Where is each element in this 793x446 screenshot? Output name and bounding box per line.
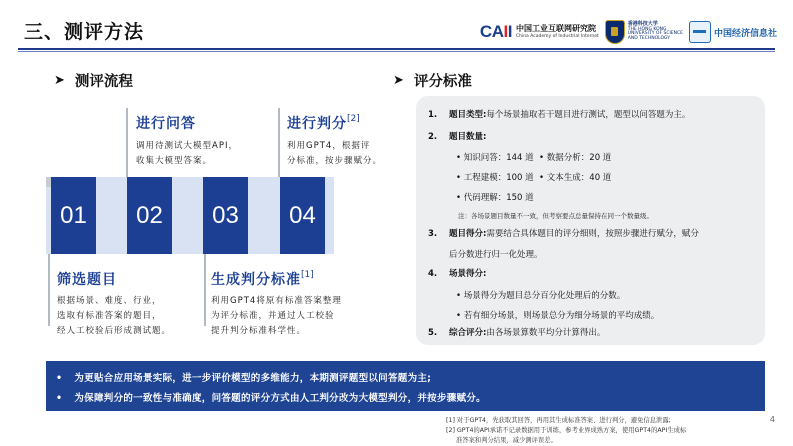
page-number: 4	[769, 415, 775, 424]
connector-line-04	[278, 108, 280, 177]
step-number-02: 02	[127, 177, 172, 254]
step-number-04: 04	[280, 177, 325, 254]
cait-name-cn: 中国工业互联网研究院	[515, 23, 596, 33]
step-title-04: 进行判分[2]	[287, 114, 360, 132]
connector-line-03	[204, 254, 206, 326]
title-underline	[18, 48, 775, 50]
banner-line-1: • 为更贴合应用场景实际，进一步评价模型的多维能力，本期测评题型以问答题为主;	[56, 373, 432, 384]
criteria-heading: ➤ 评分标准	[393, 73, 472, 90]
hkust-name-en-3: AND TECHNOLOGY	[627, 35, 671, 41]
connector-line-01	[48, 254, 50, 326]
hkust-seal-icon	[605, 20, 625, 44]
criterion-3-continued: 后分数进行归一化处理。	[449, 250, 543, 260]
citation-2: [2]	[347, 114, 360, 124]
logo-bar	[480, 18, 777, 46]
connector-line-02	[126, 108, 128, 177]
count-row-2: • 工程建模：100 道 • 文本生成：40 道	[456, 173, 612, 183]
step-desc-04: 利用GPT4，根据评 分标准，按步骤赋分。	[287, 141, 383, 166]
cait-mark: CAII	[479, 22, 512, 41]
step-desc-03: 利用GPT4将原有标准答案整理 为评分标准，并通过人工校验 提升判分标准科学性。	[211, 296, 342, 336]
count-row-3: • 代码理解：150 道	[456, 193, 534, 203]
citation-1: [1]	[301, 270, 314, 280]
scene-bullet-2: • 若有细分场景，则场景总分为细分场景的平均成绩。	[456, 311, 660, 321]
hkust-name-en-2: UNIVERSITY OF SCIENCE	[627, 31, 683, 37]
page-title: 三、测评方法	[24, 21, 145, 43]
cei-logo	[689, 21, 777, 43]
process-heading: ➤ 测评流程	[54, 73, 133, 90]
step-number-03: 03	[203, 177, 248, 254]
footnote-1: [1] 对于GPT4，先获取其回答，再用其生成标准答案、进行判分，避免信息泄露;	[446, 417, 671, 424]
cei-name: 中国经济信息社	[713, 28, 777, 39]
step-title-01: 筛选题目	[57, 272, 117, 288]
banner-line-2: • 为保障判分的一致性与准确度，问答题的评分方式由人工判分改为大模型判分，并按步骤赋分。	[56, 393, 486, 404]
step-title-02: 进行问答	[136, 116, 196, 132]
footnote-3: 准答案和判分结果，减少测评误差。	[456, 437, 557, 444]
footnote-2: [2] GPT4的API承诺不记录数据用于训练，参考业界成熟方案，使用GPT4的API生成标	[446, 427, 687, 434]
cait-name-en: China Academy of Industrial Internet	[515, 33, 599, 39]
scene-bullet-1: • 场景得分为题目总分百分化处理后的分数。	[456, 291, 626, 301]
summary-banner	[46, 361, 765, 411]
step-number-01: 01	[51, 177, 96, 254]
step-desc-01: 根据场景、难度、行业， 选取有标准答案的题目， 经人工校验后形成测试题。	[57, 296, 172, 336]
hkust-name-en-1: THE HONG KONG	[627, 26, 667, 32]
cait-logo	[480, 22, 599, 42]
title-underline-thin	[18, 51, 775, 52]
chevron-right-icon: ➤	[393, 73, 404, 88]
cei-mark-icon	[689, 21, 711, 43]
count-row-1: • 知识问答：144 道 • 数据分析：20 道	[456, 153, 612, 163]
count-note: 注：各场景题目数量不一致，但考察要点总量保持在同一个数量级。	[458, 212, 653, 220]
hkust-logo	[605, 20, 683, 44]
chevron-right-icon: ➤	[54, 73, 65, 88]
step-desc-02: 调用待测试大模型API， 收集大模型答案。	[136, 141, 238, 166]
step-title-03: 生成判分标准[1]	[211, 270, 314, 288]
hkust-name-cn: 香港科技大学	[627, 21, 658, 28]
